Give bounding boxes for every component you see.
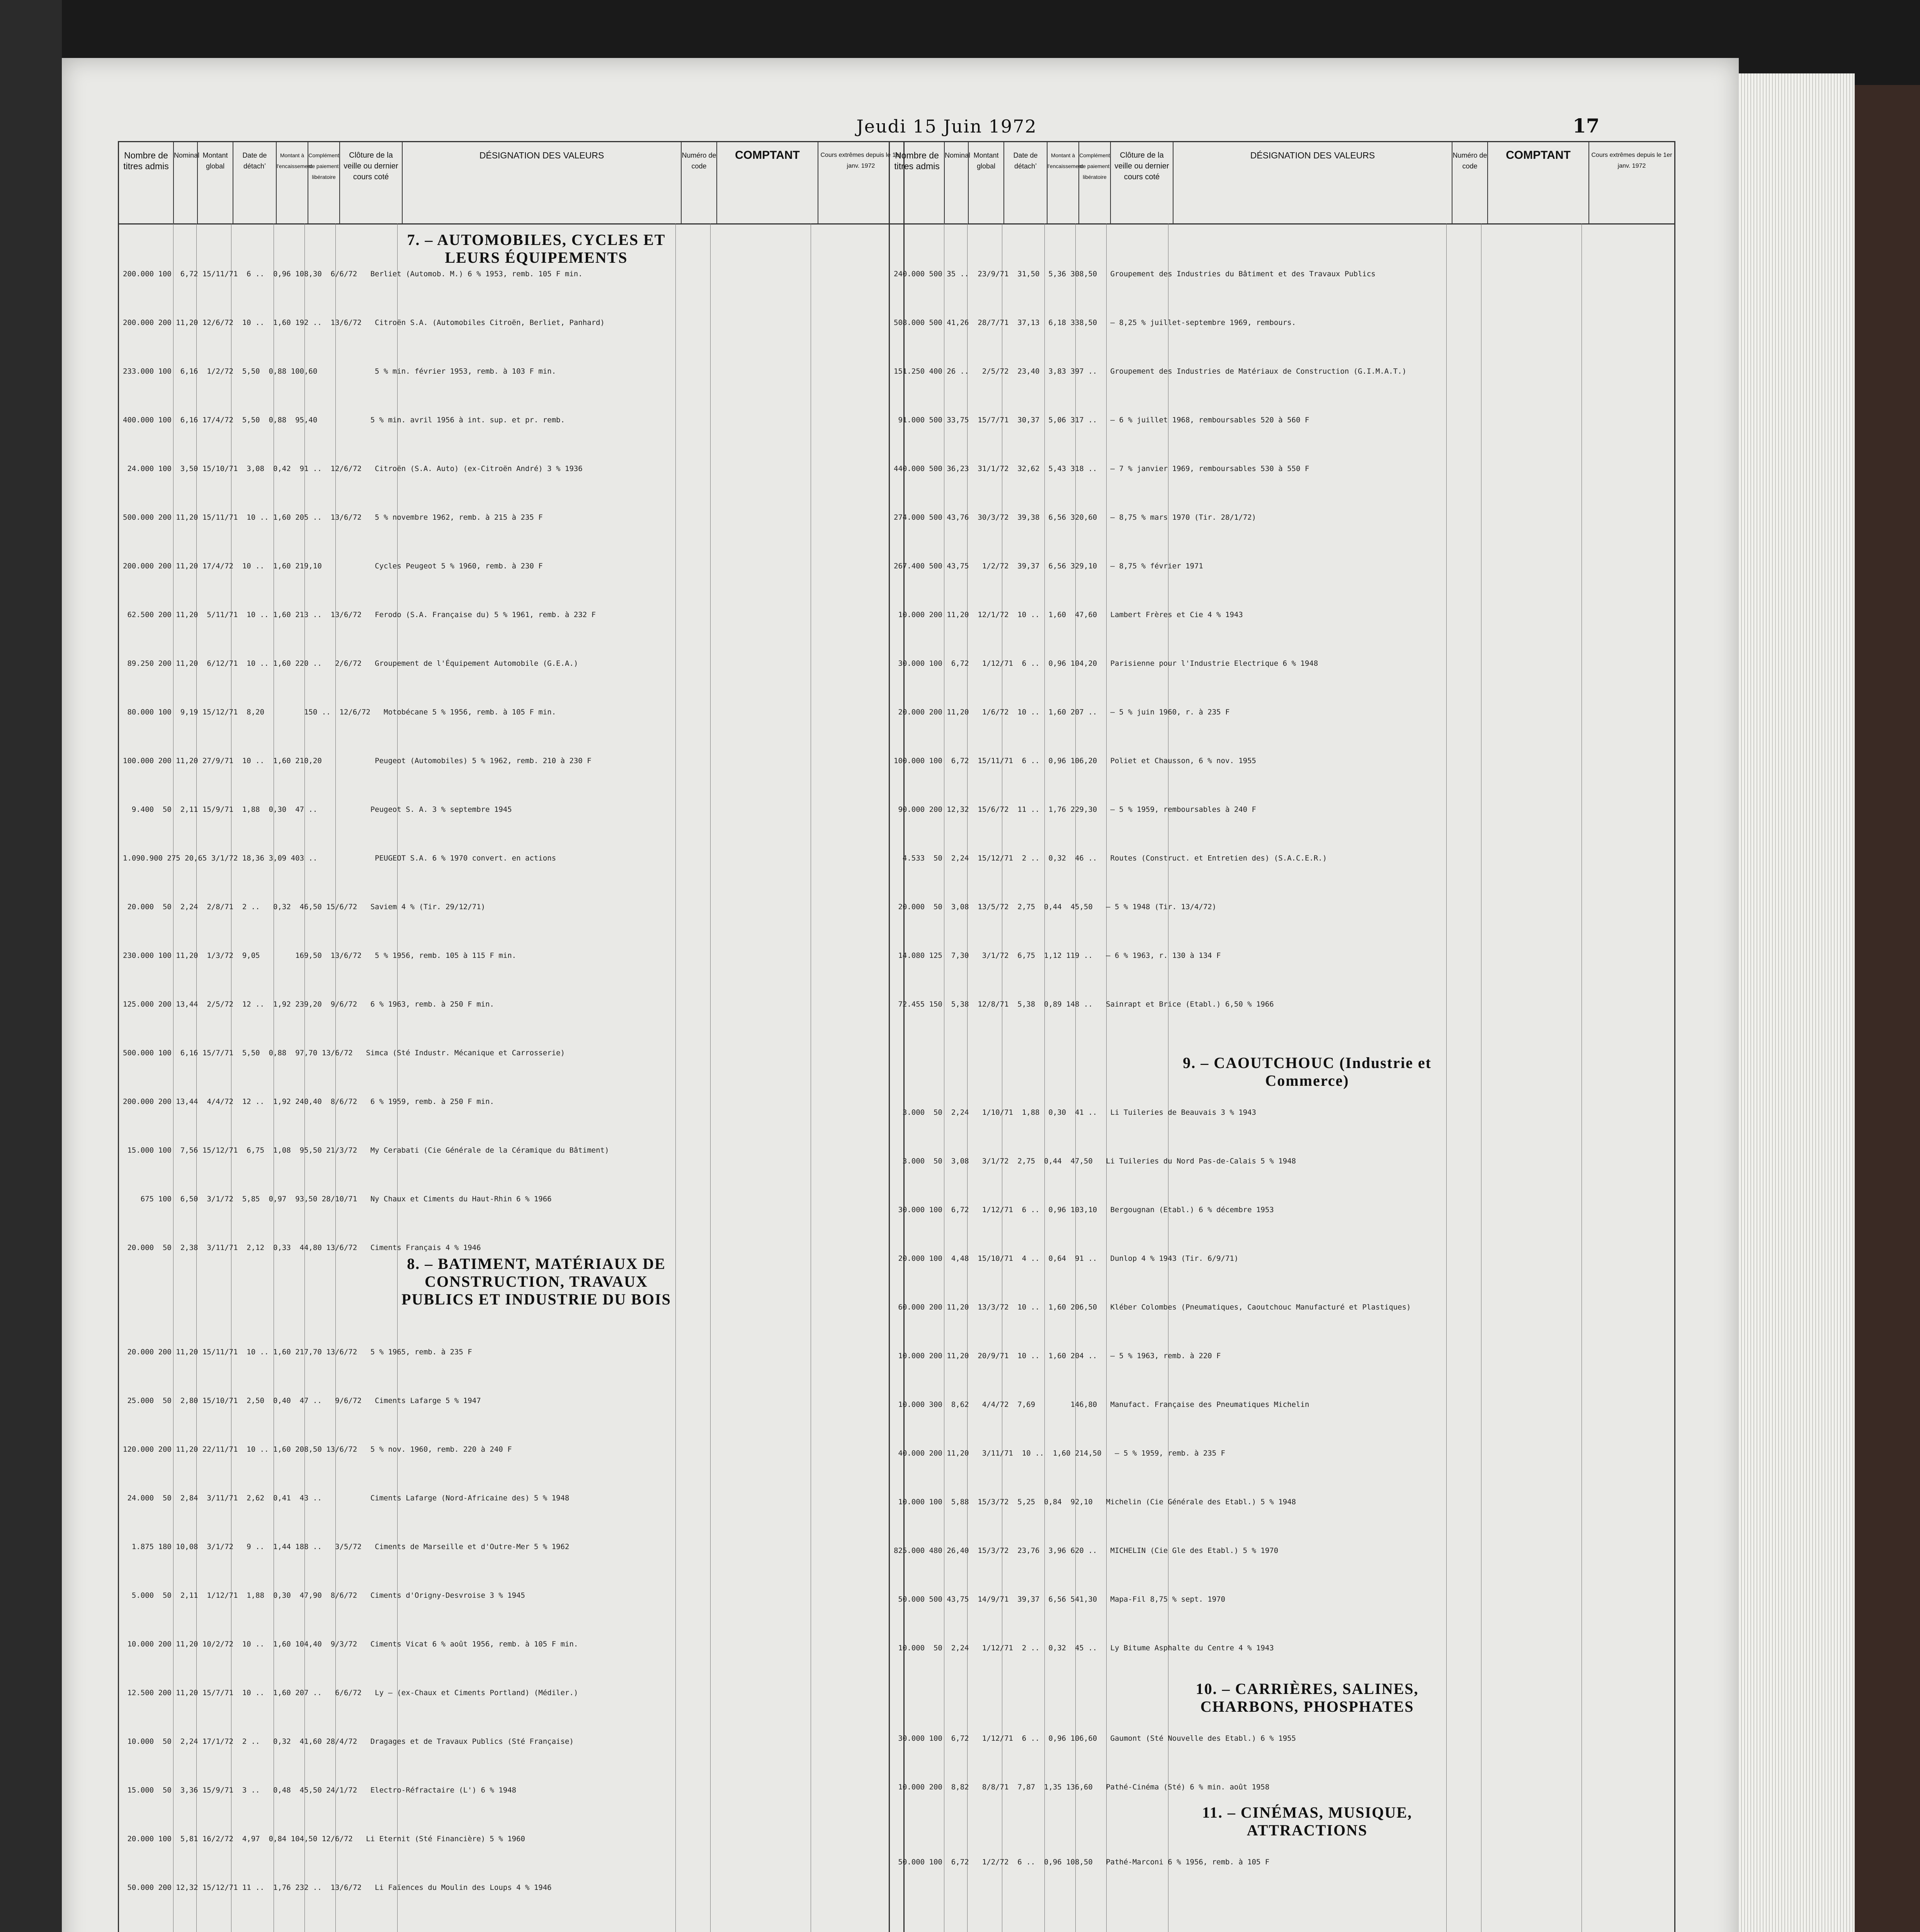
table-row: 25.000 50 2,80 15/10/71 2,50 0,40 47 .. 9/6/72 Ciments Lafarge 5 % 1947: [123, 1396, 481, 1405]
table-row: 233.000 100 6,16 1/2/72 5,50 0,88 100,60 5 % min. février 1953, remb. à 103 F min.: [123, 367, 556, 376]
col-header: Cours extrêmes depuis le 1er janv. 1972: [820, 152, 901, 169]
table-row: 125.000 200 13,44 2/5/72 12 .. 1,92 239,20 9/6/72 6 % 1963, remb. à 250 F min.: [123, 1000, 494, 1009]
book-binding-left: [0, 0, 62, 1932]
left-table-header: [119, 142, 903, 224]
table-row: 15.000 50 3,36 15/9/71 3 .. 0,48 45,50 24/1/72 Electro-Réfractaire (L') 6 % 1948: [123, 1786, 517, 1794]
table-row: 40.000 200 11,20 3/11/71 10 .. 1,60 214,50 – 5 % 1959, remb. à 235 F: [894, 1449, 1225, 1458]
col-header: Montant global: [969, 142, 1004, 223]
table-row: 230.000 100 11,20 1/3/72 9,05 169,50 13/6/72 5 % 1956, remb. 105 à 115 F min.: [123, 951, 517, 960]
table-row: 3.000 50 2,24 1/10/71 1,88 0,30 41 .. Li Tuileries de Beauvais 3 % 1943: [894, 1108, 1256, 1117]
table-row: 20.000 100 4,48 15/10/71 4 .. 0,64 91 .. Dunlop 4 % 1943 (Tir. 6/9/71): [894, 1254, 1239, 1263]
table-row: 10.000 200 11,20 20/9/71 10 .. 1,60 204 .. – 5 % 1963, remb. à 220 F: [894, 1352, 1221, 1360]
table-row: 12.500 200 11,20 15/7/71 10 .. 1,60 207 .. 6/6/72 Ly – (ex-Chaux et Ciments Portland) (Médiler.): [123, 1689, 578, 1697]
table-row: 50.000 100 6,72 1/2/72 6 .. 0,96 108,50 Pathé-Marconi 6 % 1956, remb. à 105 F: [894, 1858, 1270, 1866]
page-stack-edge: [1739, 73, 1855, 1932]
table-row: 20.000 100 5,81 16/2/72 4,97 0,84 104,50 12/6/72 Li Eternit (Sté Financière) 5 % 1960: [123, 1835, 525, 1843]
col-header: Montant à l'encaissement: [1048, 142, 1079, 223]
table-row: 3.000 50 3,08 3/1/72 2,75 0,44 47,50 Li Tuileries du Nord Pas-de-Calais 5 % 1948: [894, 1157, 1296, 1165]
section-11-title: 11. – CINÉMAS, MUSIQUE, ATTRACTIONS: [1202, 1804, 1412, 1839]
table-row: 20.000 200 11,20 15/11/71 10 .. 1,60 217,70 13/6/72 5 % 1965, remb. à 235 F: [123, 1348, 472, 1356]
table-row: 500.000 100 6,16 15/7/71 5,50 0,88 97,70 13/6/72 Simca (Sté Industr. Mécanique et Carrosserie): [123, 1049, 565, 1057]
table-row: 89.250 200 11,20 6/12/71 10 .. 1,60 220 .. 2/6/72 Groupement de l'Équipement Automobile (G.E.A.): [123, 659, 578, 668]
table-row: 10.000 100 5,88 15/3/72 5,25 0,84 92,10 Michelin (Cie Générale des Etabl.) 5 % 1948: [894, 1498, 1296, 1506]
table-row: 825.000 480 26,40 15/3/72 23,76 3,96 620 .. MICHELIN (Cie Gle des Etabl.) 5 % 1970: [894, 1546, 1279, 1555]
table-row: 50.000 200 12,32 15/12/71 11 .. 1,76 232 .. 13/6/72 Li Faïences du Moulin des Loups 4 % 1946: [123, 1883, 552, 1892]
table-row: 9.400 50 2,11 15/9/71 1,88 0,30 47 .. Peugeot S. A. 3 % septembre 1945: [123, 805, 512, 814]
table-row: 675 100 6,50 3/1/72 5,85 0,97 93,50 28/10/71 Ny Chaux et Ciments du Haut-Rhin 6 % 1966: [123, 1195, 552, 1203]
table-row: 274.000 500 43,76 30/3/72 39,38 6,56 320,60 – 8,75 % mars 1970 (Tir. 28/1/72): [894, 513, 1256, 522]
table-row: 500.000 200 11,20 15/11/71 10 .. 1,60 205 .. 13/6/72 5 % novembre 1962, remb. à 215 à 235 F: [123, 513, 543, 522]
table-row: 10.000 200 11,20 12/1/72 10 .. 1,60 47,60 Lambert Frères et Cie 4 % 1943: [894, 611, 1243, 619]
col-header: Numéro de code: [1452, 142, 1488, 223]
table-row: 24.000 100 3,50 15/10/71 3,08 0,42 91 .. 12/6/72 Citroën (S.A. Auto) (ex-Citroën André) 3 % 1936: [123, 464, 583, 473]
running-head: Jeudi 15 Juin 1972: [856, 116, 1037, 137]
table-row: 200.000 200 11,20 12/6/72 10 .. 1,60 192 .. 13/6/72 Citroën S.A. (Automobiles Citroën, Berliet, Panhard): [123, 318, 605, 327]
book-cover-right: [1855, 85, 1920, 1932]
col-header: COMPTANT: [717, 142, 818, 223]
table-row: 400.000 100 6,16 17/4/72 5,50 0,88 95,40 5 % min. avril 1956 à int. sup. et pr. remb.: [123, 416, 565, 424]
table-row: 100.000 200 11,20 27/9/71 10 .. 1,60 210,20 Peugeot (Automobiles) 5 % 1962, remb. 210 à 230 F: [123, 757, 592, 765]
right-table: [889, 141, 1675, 1932]
right-table-header: [890, 142, 1674, 224]
left-table: [118, 141, 905, 1932]
table-row: 5.000 50 2,11 1/12/71 1,88 0,30 47,90 8/6/72 Ciments d'Origny-Desvroise 3 % 1945: [123, 1591, 525, 1600]
col-header: Nominal: [945, 142, 969, 223]
col-header: Clôture de la veille ou dernier cours coté: [1111, 142, 1173, 223]
table-row: 30.000 100 6,72 1/12/71 6 .. 0,96 106,60 Gaumont (Sté Nouvelle des Etabl.) 6 % 1955: [894, 1734, 1296, 1743]
col-header: Cours extrêmes depuis le 1er janv. 1972: [1591, 152, 1672, 169]
col-header: DÉSIGNATION DES VALEURS: [403, 142, 682, 223]
table-row: 72.455 150 5,38 12/8/71 5,38 0,89 148 .. Sainrapt et Brice (Etabl.) 6,50 % 1966: [894, 1000, 1274, 1009]
col-header: Nominal: [174, 142, 198, 223]
table-row: 100.000 100 6,72 15/11/71 6 .. 0,96 106,20 Poliet et Chausson, 6 % nov. 1955: [894, 757, 1256, 765]
table-row: 151.250 400 26 .. 2/5/72 23,40 3,83 397 .. Groupement des Industries de Matériaux de Construction (G.I.M.A.T.): [894, 367, 1406, 376]
table-row: 1.090.900 275 20,65 3/1/72 18,36 3,09 403 .. PEUGEOT S.A. 6 % 1970 convert. en actions: [123, 854, 556, 862]
table-row: 200.000 100 6,72 15/11/71 6 .. 0,96 108,30 6/6/72 Berliet (Automob. M.) 6 % 1953, remb. 105 F min.: [123, 270, 583, 278]
table-row: 4.533 50 2,24 15/12/71 2 .. 0,32 46 .. Routes (Construct. et Entretien des) (S.A.C.E.R.): [894, 854, 1327, 862]
table-row: 60.000 200 11,20 13/3/72 10 .. 1,60 206,50 Kléber Colombes (Pneumatiques, Caoutchouc Manufacturé et Plastiques): [894, 1303, 1411, 1311]
section-7-title: 7. – AUTOMOBILES, CYCLES ET LEURS ÉQUIPEMENTS: [407, 231, 666, 266]
table-row: 24.000 50 2,84 3/11/71 2,62 0,41 43 .. Ciments Lafarge (Nord-Africaine des) 5 % 1948: [123, 1494, 570, 1502]
table-row: 267.400 500 43,75 1/2/72 39,37 6,56 329,10 – 8,75 % février 1971: [894, 562, 1203, 570]
table-row: 20.000 50 3,08 13/5/72 2,75 0,44 45,50 – 5 % 1948 (Tir. 13/4/72): [894, 903, 1217, 911]
col-header: Clôture de la veille ou dernier cours coté: [340, 142, 403, 223]
col-header: Complément de paiement libératoire: [1079, 142, 1111, 223]
table-row: 440.000 500 36,23 31/1/72 32,62 5,43 318 .. – 7 % janvier 1969, remboursables 530 à 550 F: [894, 464, 1309, 473]
table-row: 80.000 100 9,19 15/12/71 8,20 150 .. 12/6/72 Motobécane 5 % 1956, remb. à 105 F min.: [123, 708, 556, 716]
table-row: 62.500 200 11,20 5/11/71 10 .. 1,60 213 .. 13/6/72 Ferodo (S.A. Française du) 5 % 1961, remb. à 232 F: [123, 611, 596, 619]
col-header: DÉSIGNATION DES VALEURS: [1173, 142, 1452, 223]
col-header: Montant global: [198, 142, 233, 223]
table-row: 508.000 500 41,26 28/7/71 37,13 6,18 338,50 – 8,25 % juillet-septembre 1969, rembours.: [894, 318, 1296, 327]
table-row: 120.000 200 11,20 22/11/71 10 .. 1,60 208,50 13/6/72 5 % nov. 1960, remb. 220 à 240 F: [123, 1445, 512, 1454]
table-row: 91.000 500 33,75 15/7/71 30,37 5,06 317 .. – 6 % juillet 1968, remboursables 520 à 560 F: [894, 416, 1309, 424]
table-row: 10.000 50 2,24 1/12/71 2 .. 0,32 45 .. Ly Bitume Asphalte du Centre 4 % 1943: [894, 1644, 1274, 1652]
page-number: 17: [1573, 114, 1600, 137]
table-row: 90.000 200 12,32 15/6/72 11 .. 1,76 229,30 – 5 % 1959, remboursables à 240 F: [894, 805, 1256, 814]
table-row: 30.000 100 6,72 1/12/71 6 .. 0,96 104,20 Parisienne pour l'Industrie Electrique 6 % 1948: [894, 659, 1318, 668]
col-header: Montant à l'encaissement: [277, 142, 308, 223]
table-row: 20.000 50 2,38 3/11/71 2,12 0,33 44,80 13/6/72 Ciments Français 4 % 1946: [123, 1243, 481, 1252]
col-header: COMPTANT: [1488, 142, 1589, 223]
table-row: 10.000 200 8,82 8/8/71 7,87 1,35 136,60 Pathé-Cinéma (Sté) 6 % min. août 1958: [894, 1783, 1270, 1791]
table-row: 10.000 200 11,20 10/2/72 10 .. 1,60 104,40 9/3/72 Ciments Vicat 6 % août 1956, remb. à 105 F min.: [123, 1640, 578, 1648]
table-row: 10.000 300 8,62 4/4/72 7,69 146,80 Manufact. Française des Pneumatiques Michelin: [894, 1400, 1309, 1409]
table-row: 30.000 100 6,72 1/12/71 6 .. 0,96 103,10 Bergougnan (Etabl.) 6 % décembre 1953: [894, 1206, 1274, 1214]
table-row: 14.080 125 7,30 3/1/72 6,75 1,12 119 .. – 6 % 1963, r. 130 à 134 F: [894, 951, 1221, 960]
table-row: 200.000 200 13,44 4/4/72 12 .. 1,92 240,40 8/6/72 6 % 1959, remb. à 250 F min.: [123, 1097, 494, 1106]
col-header: Complément de paiement libératoire: [308, 142, 340, 223]
table-row: 10.000 50 2,24 17/1/72 2 .. 0,32 41,60 28/4/72 Dragages et de Travaux Publics (Sté Française): [123, 1737, 574, 1746]
table-row: 50.000 500 43,75 14/9/71 39,37 6,56 541,30 Mapa-Fil 8,75 % sept. 1970: [894, 1595, 1225, 1604]
section-10-title: 10. – CARRIÈRES, SALINES, CHARBONS, PHOSPHATES: [1196, 1680, 1419, 1715]
table-row: 20.000 50 2,24 2/8/71 2 .. 0,32 46,50 15/6/72 Saviem 4 % (Tir. 29/12/71): [123, 903, 485, 911]
col-header: Numéro de code: [682, 142, 717, 223]
col-header: Nombre de titres admis: [890, 142, 945, 223]
section-8-title: 8. – BATIMENT, MATÉRIAUX DE CONSTRUCTION, TRAVAUX PUBLICS ET INDUSTRIE DU BOIS: [401, 1255, 671, 1308]
table-row: 1.875 180 10,08 3/1/72 9 .. 1,44 188 .. 3/5/72 Ciments de Marseille et d'Outre-Mer 5 % 1962: [123, 1543, 570, 1551]
col-header: Date de détach’: [233, 142, 277, 223]
table-row: 15.000 100 7,56 15/12/71 6,75 1,08 95,50 21/3/72 My Cerabati (Cie Générale de la Céramique du Bâtiment): [123, 1146, 609, 1155]
section-9-title: 9. – CAOUTCHOUC (Industrie et Commerce): [1183, 1054, 1432, 1089]
col-header: Nombre de titres admis: [119, 142, 174, 223]
table-row: 20.000 200 11,20 1/6/72 10 .. 1,60 207 .. – 5 % juin 1960, r. à 235 F: [894, 708, 1230, 716]
col-header: Date de détach’: [1004, 142, 1048, 223]
table-row: 240.000 500 35 .. 23/9/71 31,50 5,36 308,50 Groupement des Industries du Bâtiment et des Travaux Publics: [894, 270, 1376, 278]
table-row: 200.000 200 11,20 17/4/72 10 .. 1,60 219,10 Cycles Peugeot 5 % 1960, remb. à 230 F: [123, 562, 543, 570]
